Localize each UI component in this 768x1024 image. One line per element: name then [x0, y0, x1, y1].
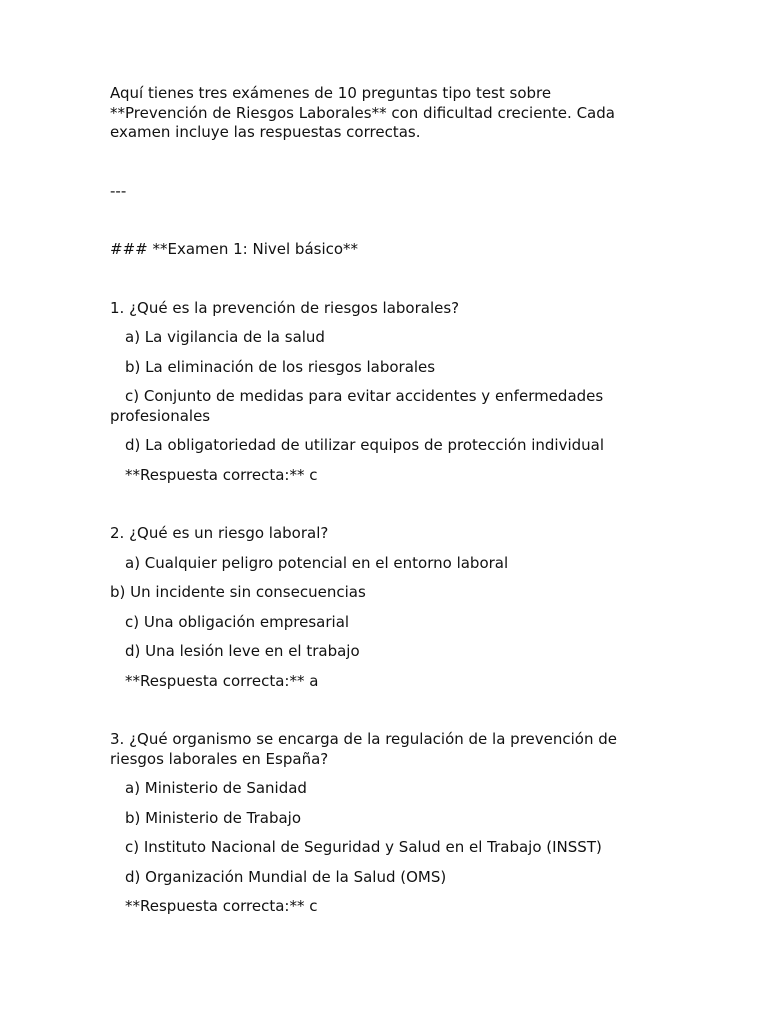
option-a: a) La vigilancia de la salud	[125, 328, 325, 346]
question-text: 3. ¿Qué organismo se encarga de la regulación de la prevención de riesgos laborales en España?	[110, 730, 622, 768]
separator: ---	[110, 181, 127, 200]
question-text: 2. ¿Qué es un riesgo laboral?	[110, 524, 329, 542]
question-text: 1. ¿Qué es la prevención de riesgos laborales?	[110, 298, 460, 317]
question-block-2	[110, 524, 650, 691]
option-b: b) La eliminación de los riesgos laborales	[125, 357, 436, 376]
question-block-1	[110, 299, 650, 486]
option-d: d) Organización Mundial de la Salud (OMS)	[125, 867, 447, 886]
correct-answer: **Respuesta correcta:** c	[125, 465, 318, 484]
option-a: a) Ministerio de Sanidad	[125, 779, 307, 797]
exam-heading: ### **Examen 1: Nivel básico**	[110, 240, 359, 258]
intro-paragraph: Aquí tienes tres exámenes de 10 preguntas tipo test sobre **Prevención de Riesgos Laborales** con dificultad creciente. Cada examen incluye las respuestas correctas.	[110, 84, 620, 141]
correct-answer: **Respuesta correcta:** c	[125, 897, 318, 915]
correct-answer: **Respuesta correcta:** a	[125, 671, 319, 690]
option-c-text: c) Conjunto de medidas para evitar accidentes y enfermedades profesionales	[110, 387, 608, 425]
option-a: a) Cualquier peligro potencial en el entorno laboral	[125, 553, 509, 572]
option-c: c) Instituto Nacional de Seguridad y Salud en el Trabajo (INSST)	[125, 838, 602, 856]
option-b: b) Un incidente sin consecuencias	[110, 583, 366, 601]
option-c	[110, 387, 650, 426]
option-d: d) La obligatoriedad de utilizar equipos de protección individual	[125, 436, 605, 454]
document-page	[110, 84, 650, 917]
option-b: b) Ministerio de Trabajo	[125, 808, 302, 827]
option-c: c) Una obligación empresarial	[125, 612, 350, 631]
question-block-3	[110, 730, 650, 917]
option-d: d) Una lesión leve en el trabajo	[125, 642, 360, 660]
